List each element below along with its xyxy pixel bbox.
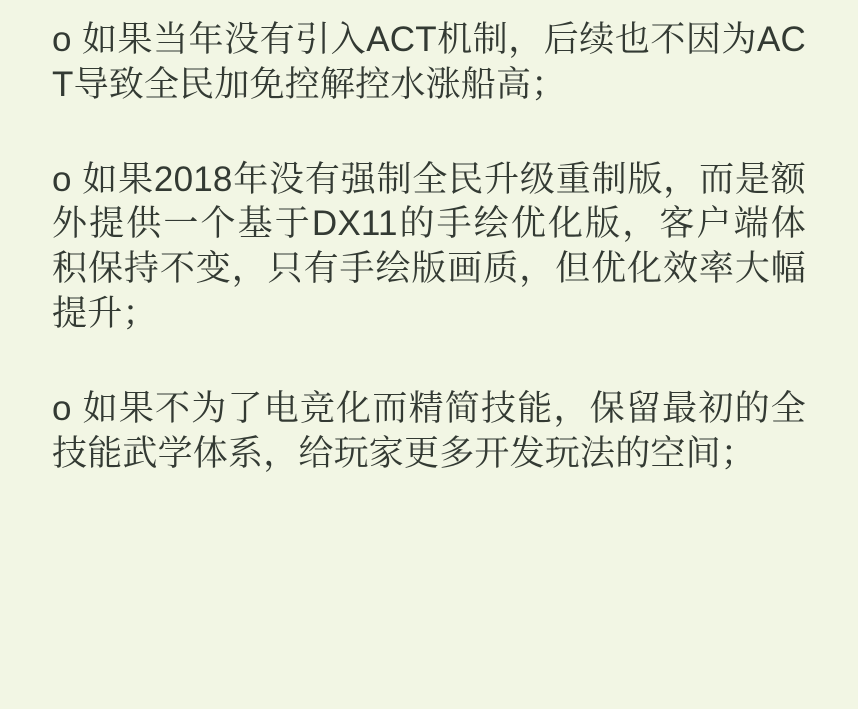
- bullet-marker-1: o: [52, 20, 82, 59]
- bullet-marker-2: o: [52, 159, 83, 199]
- paragraph-3: [52, 387, 806, 477]
- paragraph-1: [52, 18, 806, 108]
- bullet-marker-3: o: [52, 388, 83, 428]
- paragraph-2: [52, 158, 806, 337]
- paragraph-3-text: 如果不为了电竞化而精简技能，保留最初的全技能武学体系，给玩家更多开发玩法的空间；: [52, 388, 806, 473]
- paragraph-2-text: 如果2018年没有强制全民升级重制版，而是额外提供一个基于DX11的手绘优化版，客户端体积保持不变，只有手绘版画质，但优化效率大幅提升；: [52, 159, 806, 333]
- paragraph-1-text: 如果当年没有引入ACT机制，后续也不因为ACT导致全民加免控解控水涨船高；: [52, 20, 806, 104]
